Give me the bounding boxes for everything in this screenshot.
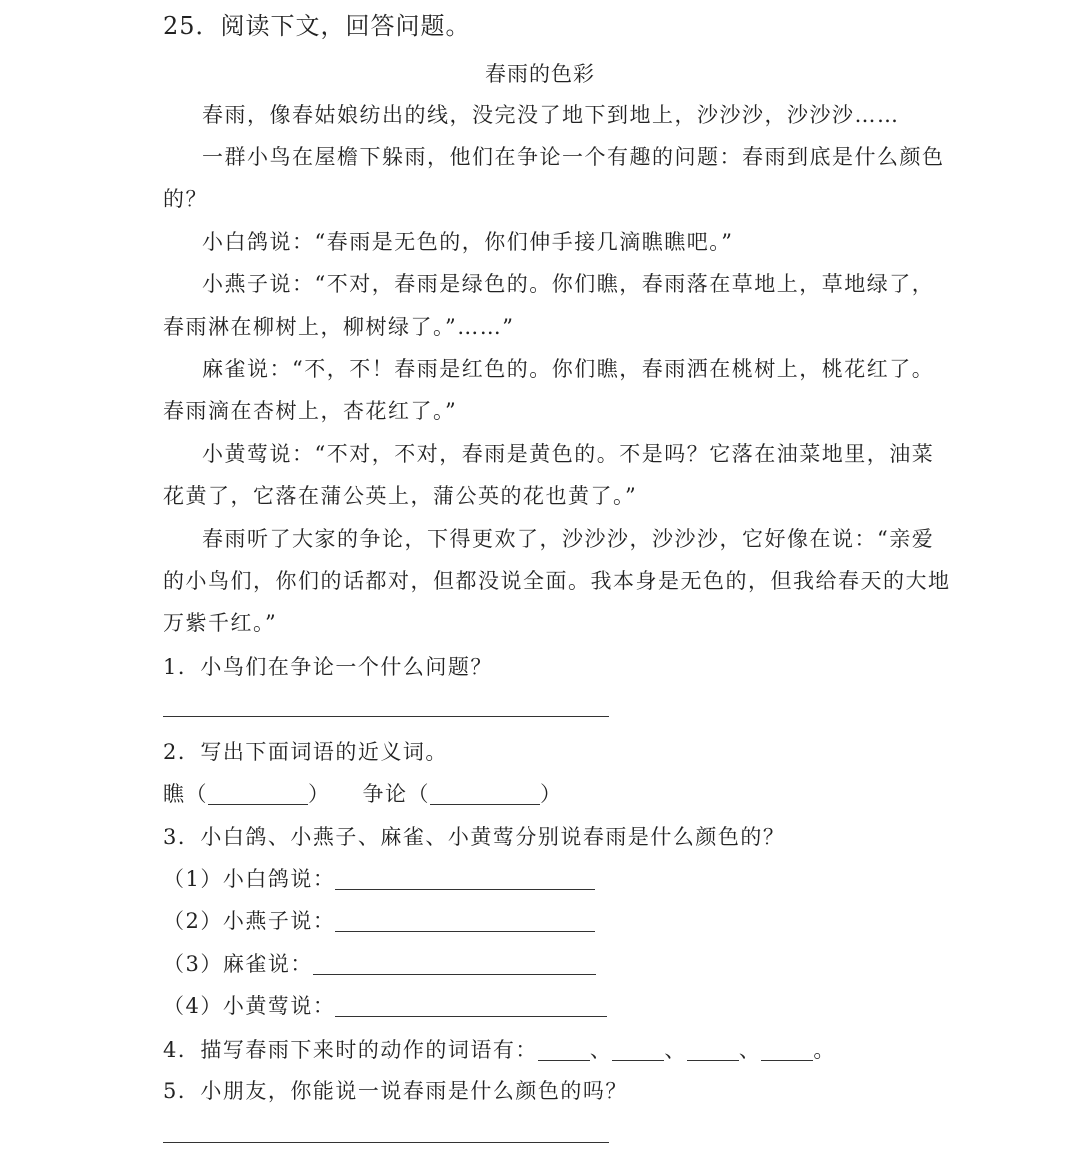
q4-separator: 、 <box>664 1038 687 1062</box>
passage-line: 春雨淋在柳树上，柳树绿了。”……” <box>163 315 515 339</box>
synonym-word-2: 争论（ <box>362 782 430 806</box>
q3-item-1 <box>163 866 595 892</box>
answer-blank-q4-3[interactable] <box>687 1040 739 1061</box>
synonym-blank-1[interactable] <box>208 784 308 805</box>
passage-line: 春雨，像春姑娘纺出的线，没完没了地下到地上，沙沙沙，沙沙沙…… <box>202 103 900 127</box>
q4-separator: 、 <box>738 1038 762 1062</box>
passage-title: 春雨的色彩 <box>485 62 595 86</box>
question-heading: 25．阅读下文，回答问题。 <box>163 12 471 40</box>
passage-line: 万紫千红。” <box>163 611 278 635</box>
answer-blank-q4-2[interactable] <box>612 1040 664 1061</box>
q3-item-4 <box>163 993 607 1019</box>
q3-item-1-label: （1）小白鸽说： <box>163 867 336 891</box>
passage-line: 小燕子说：“不对，春雨是绿色的。你们瞧，春雨落在草地上，草地绿了， <box>202 272 935 296</box>
q3-item-3-label: （3）麻雀说： <box>163 952 313 976</box>
q4-separator: 、 <box>589 1038 613 1062</box>
answer-line-q3-2[interactable] <box>335 911 595 932</box>
synonym-row <box>163 781 563 807</box>
question-5: 5．小朋友，你能说一说春雨是什么颜色的吗？ <box>163 1079 628 1103</box>
answer-line-q3-3[interactable] <box>313 954 596 975</box>
q3-item-2 <box>163 908 595 934</box>
passage-line: 的？ <box>163 187 208 211</box>
answer-line-q3-4[interactable] <box>335 996 607 1017</box>
q3-item-3 <box>163 951 596 977</box>
synonym-word-1: 瞧（ <box>163 782 208 806</box>
answer-blank-q4-1[interactable] <box>538 1040 590 1061</box>
answer-line-q5[interactable] <box>163 1142 609 1143</box>
passage-line: 小黄莺说：“不对，不对，春雨是黄色的。不是吗？它落在油菜地里，油菜 <box>202 442 935 466</box>
passage-line: 花黄了，它落在蒲公英上，蒲公英的花也黄了。” <box>163 484 638 508</box>
synonym-close-2: ） <box>540 782 563 806</box>
q3-item-4-label: （4）小黄莺说： <box>163 994 336 1018</box>
passage-line: 小白鸽说：“春雨是无色的，你们伸手接几滴瞧瞧吧。” <box>202 230 734 254</box>
question-4-text: 4．描写春雨下来时的动作的词语有： <box>163 1038 538 1062</box>
passage-line: 麻雀说：“不，不！春雨是红色的。你们瞧，春雨洒在桃树上，桃花红了。 <box>202 357 935 381</box>
passage-line: 春雨滴在杏树上，杏花红了。” <box>163 399 458 423</box>
question-4 <box>163 1037 836 1063</box>
question-3: 3．小白鸽、小燕子、麻雀、小黄莺分别说春雨是什么颜色的？ <box>163 825 786 849</box>
question-2: 2．写出下面词语的近义词。 <box>163 740 448 764</box>
synonym-blank-2[interactable] <box>430 784 540 805</box>
question-1: 1．小鸟们在争论一个什么问题？ <box>163 655 493 679</box>
q3-item-2-label: （2）小燕子说： <box>163 909 336 933</box>
answer-blank-q4-4[interactable] <box>761 1040 813 1061</box>
answer-line-q1[interactable] <box>163 716 609 717</box>
passage-line: 一群小鸟在屋檐下躲雨，他们在争论一个有趣的问题：春雨到底是什么颜色 <box>202 145 945 169</box>
answer-line-q3-1[interactable] <box>335 869 595 890</box>
passage-line: 春雨听了大家的争论，下得更欢了，沙沙沙，沙沙沙，它好像在说：“亲爱 <box>202 527 935 551</box>
q4-end: 。 <box>813 1038 836 1062</box>
passage-line: 的小鸟们，你们的话都对，但都没说全面。我本身是无色的，但我给春天的大地 <box>163 569 951 593</box>
synonym-close-1: ） <box>308 782 331 806</box>
